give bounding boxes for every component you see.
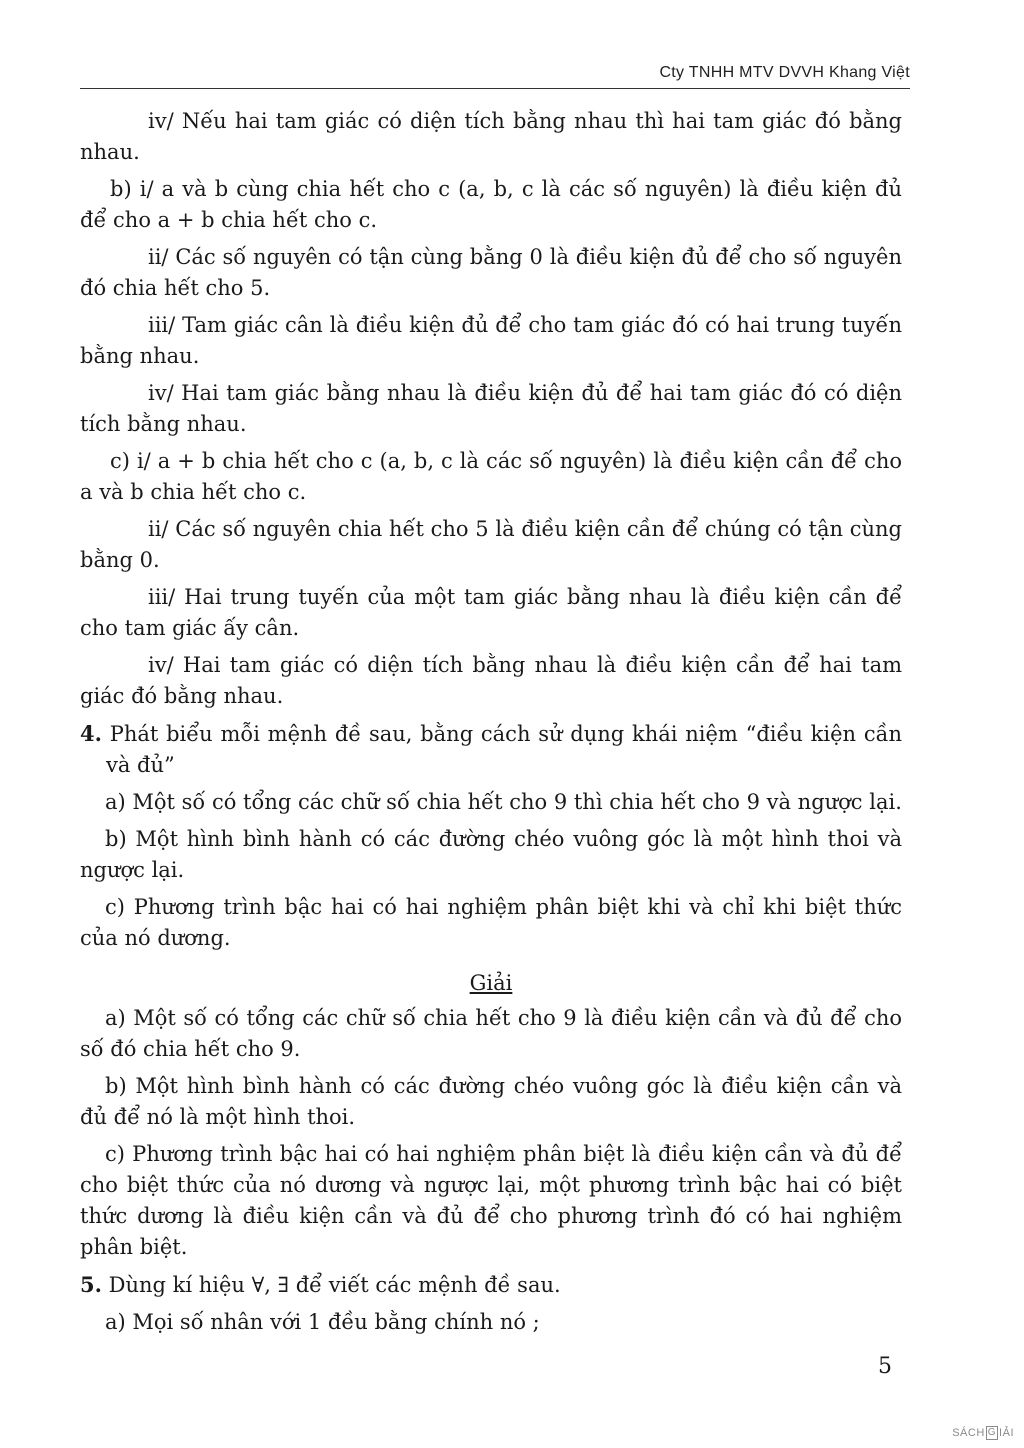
problem-5 [80, 1269, 902, 1301]
problem-4 [80, 718, 902, 781]
problem-4-item-b: b) Một hình bình hành có các đường chéo vuông góc là một hình thoi và ngược lại. [80, 827, 902, 882]
page-content [80, 106, 902, 1344]
logo-box: G [987, 1427, 997, 1438]
page-header [80, 62, 910, 89]
paragraph-c-iv: iv/ Hai tam giác có diện tích bằng nhau là điều kiện cần để hai tam giác đó bằng nhau. [80, 653, 902, 708]
problem-4-item-a: a) Một số có tổng các chữ số chia hết cho 9 thì chia hết cho 9 và ngược lại. [105, 790, 902, 814]
solution-item-c: c) Phương trình bậc hai có hai nghiệm phân biệt là điều kiện cần và đủ để cho biệt thức của nó dương và ngược lại, một phương trình bậc hai có biệt thức dương là điều kiện cần và đủ để cho phương trình đó có hai nghiệm phân biệt. [80, 1142, 902, 1259]
paragraph-b-i: b) i/ a và b cùng chia hết cho c (a, b, c là các số nguyên) là điều kiện đủ để cho a + b chia hết cho c. [80, 177, 902, 232]
problem-4-number: 4. [80, 721, 102, 746]
problem-4-text: Phát biểu mỗi mệnh đề sau, bằng cách sử dụng khái niệm “điều kiện cần và đủ” [106, 722, 902, 777]
paragraph-c-ii: ii/ Các số nguyên chia hết cho 5 là điều kiện cần để chúng có tận cùng bằng 0. [80, 517, 902, 572]
solution-heading: Giải [469, 971, 513, 995]
solution-item-a: a) Một số có tổng các chữ số chia hết cho 9 là điều kiện cần và đủ để cho số đó chia hết cho 9. [80, 1006, 902, 1061]
solution-item-b: b) Một hình bình hành có các đường chéo vuông góc là điều kiện cần và đủ để nó là một hình thoi. [80, 1074, 902, 1129]
paragraph-a-iv: iv/ Nếu hai tam giác có diện tích bằng nhau thì hai tam giác đó bằng nhau. [80, 109, 902, 164]
problem-5-item-a: a) Mọi số nhân với 1 đều bằng chính nó ; [105, 1310, 540, 1334]
problem-4-item-c: c) Phương trình bậc hai có hai nghiệm phân biệt khi và chỉ khi biệt thức của nó dương. [80, 895, 902, 950]
logo-text-left: SÁCH [952, 1427, 985, 1439]
paragraph-c-iii: iii/ Hai trung tuyến của một tam giác bằng nhau là điều kiện cần để cho tam giác ấy cân. [80, 585, 902, 640]
paragraph-c-i: c) i/ a + b chia hết cho c (a, b, c là các số nguyên) là điều kiện cần để cho a và b chia hết cho c. [80, 449, 902, 504]
logo-text-right: IẢI [999, 1427, 1014, 1439]
page-number: 5 [878, 1354, 892, 1379]
paragraph-b-iii: iii/ Tam giác cân là điều kiện đủ để cho tam giác đó có hai trung tuyến bằng nhau. [80, 313, 902, 368]
paragraph-b-iv: iv/ Hai tam giác bằng nhau là điều kiện đủ để hai tam giác đó có diện tích bằng nhau. [80, 381, 902, 436]
problem-5-number: 5. [80, 1272, 102, 1297]
watermark-logo [952, 1426, 1014, 1440]
publisher-name: Cty TNHH MTV DVVH Khang Việt [659, 64, 910, 81]
problem-5-text: Dùng kí hiệu ∀, ∃ để viết các mệnh đề sau. [108, 1273, 561, 1297]
paragraph-b-ii: ii/ Các số nguyên có tận cùng bằng 0 là điều kiện đủ để cho số nguyên đó chia hết cho 5. [80, 245, 902, 300]
